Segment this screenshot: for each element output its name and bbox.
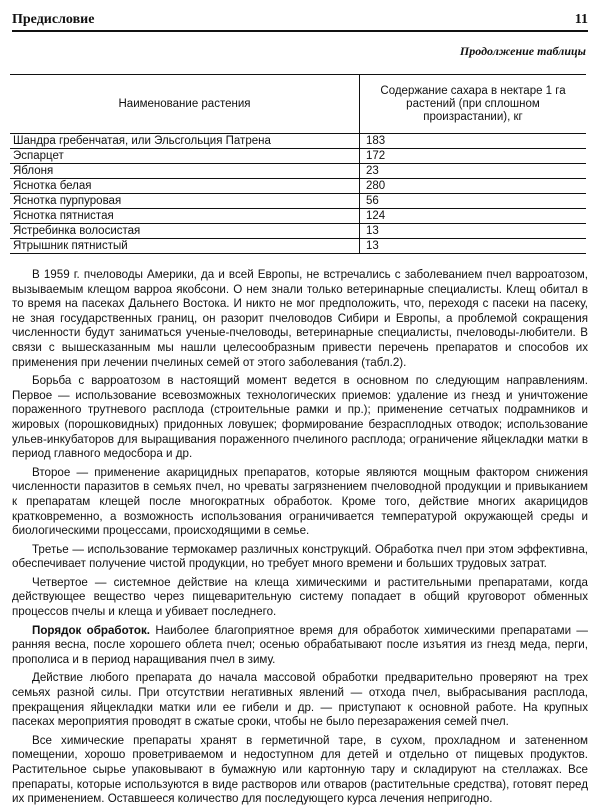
table-header-row (10, 75, 586, 134)
table-row (10, 179, 586, 194)
sugar-value-cell: 56 (360, 194, 587, 209)
paragraph: Все химические препараты хранят в герметичной таре, в сухом, прохладном и затененном помещении, хорошо проветриваемом и недоступном для детей и отдельно от пищевых продуктов. Растительное сырье упаковывают в бумажную или картонную тару и складируют на стеллажах. Все препараты, которые используются в виде растворов или отваров (растительные средства), готовят перед их применением. Оставшееся количество для последующего курса лечения непригодно. (12, 733, 588, 806)
plant-name-cell: Эспарцет (10, 149, 360, 164)
sugar-value-cell: 172 (360, 149, 587, 164)
plant-name-cell: Ястребинка волосистая (10, 224, 360, 239)
sugar-value-cell: 23 (360, 164, 587, 179)
paragraph: Третье — использование термокамер различных конструкций. Обработка пчел при этом эффективна, обеспечивает получение чистой продукции, но требует много времени и больших трудовых затрат. (12, 542, 588, 571)
paragraph-lead: Порядок обработок. (32, 623, 151, 637)
paragraph: Борьба с варроатозом в настоящий момент ведется в основном по следующим направлениям. Первое — использование всевозможных технологических приемов: удаление из гнезд и уничтожение пораженного трутневого расплода (строительные рамки и пр.); применение сетчатых подрамников и жировых (порошковидных) придонных ловушек; формирование безрасплодных отводок; использование ульев-инкубаторов для выращивания пораженного пчелиного расплода; ограничение яйцекладки матки в период главного медосбора и др. (12, 374, 588, 461)
section-title: Предисловие (12, 12, 95, 27)
paragraph: В 1959 г. пчеловоды Америки, да и всей Европы, не встречались с заболеванием пчел варроатозом, вызываемым клещом варроа якобсони. О нем знали только ветеринарные специалисты. Клещ обитал в то время на пасеках Дальнего Востока. И никто не мог предположить, что, переходя с пасеки на пасеку, не зная государственных границ, он разорит пчеловодов Сибири и Европы, а проблемой сокращения численности будут заниматься ученые-пчеловоды, ветеринарные специалисты, пчеловоды-любители. В связи с вышесказанным мы нашли целесообразным привести перечень препаратов и способов их применения при лечении пчелиных семей от этого заболевания (табл.2). (12, 268, 588, 369)
paragraph: Четвертое — системное действие на клеща химическими и растительными препаратами, когда действующее вещество через пищеварительную систему попадает в общий круговорот обменных процессов пчелы и клеща и убивает последнего. (12, 575, 588, 619)
column-header-plant-name: Наименование растения (10, 75, 360, 134)
plant-name-cell: Яблоня (10, 164, 360, 179)
body-text (12, 268, 588, 811)
plant-name-cell: Яснотка белая (10, 179, 360, 194)
table-row (10, 134, 586, 149)
table-row (10, 194, 586, 209)
plant-name-cell: Ятрышник пятнистый (10, 239, 360, 254)
table-row (10, 239, 586, 254)
sugar-value-cell: 124 (360, 209, 587, 224)
paragraph-text: Наиболее благоприятное время для обработок химическими препаратами — ранняя весна, после хорошего облета пчел; осенью обрабатывают после изъятия из гнезд меда, перги, прополиса и в период наращивания пчел в зиму. (12, 623, 588, 666)
plant-name-cell: Яснотка пурпуровая (10, 194, 360, 209)
plants-sugar-table (10, 74, 586, 254)
sugar-value-cell: 183 (360, 134, 587, 149)
table-row (10, 164, 586, 179)
table-row (10, 224, 586, 239)
sugar-value-cell: 13 (360, 224, 587, 239)
column-header-sugar-content: Содержание сахара в нектаре 1 га растений (при сплошном произрастании), кг (360, 75, 587, 134)
table-row (10, 209, 586, 224)
sugar-value-cell: 280 (360, 179, 587, 194)
table-continuation-label: Продолжение таблицы (459, 44, 586, 58)
paragraph: Второе — применение акарицидных препаратов, которые являются мощным фактором снижения численности паразитов в семьях пчел, но чреваты загрязнением пчеловодной продукции и привыканием к препаратам клещей после многократных обработок. Кроме того, действие многих акарицидов кратковременно, а возможность использования ограничивается температурой окружающей среды и биологическими процессами, происходящими в семье. (12, 465, 588, 538)
paragraph: Действие любого препарата до начала массовой обработки предварительно проверяют на трех семьях разной силы. При отсутствии негативных явлений — отхода пчел, выбрасывания расплода, прекращения яйцекладки матки или ее гибели и др. — приступают к основной работе. На крупных пасеках мероприятия проводят в сжатые сроки, чтобы не было перезаражения семей пчел. (12, 671, 588, 729)
table-row (10, 149, 586, 164)
plant-name-cell: Шандра гребенчатая, или Эльсгольция Патрена (10, 134, 360, 149)
page-header (12, 6, 588, 32)
paragraph (12, 624, 588, 668)
sugar-value-cell: 13 (360, 239, 587, 254)
page-number: 11 (574, 12, 588, 27)
plant-name-cell: Яснотка пятнистая (10, 209, 360, 224)
